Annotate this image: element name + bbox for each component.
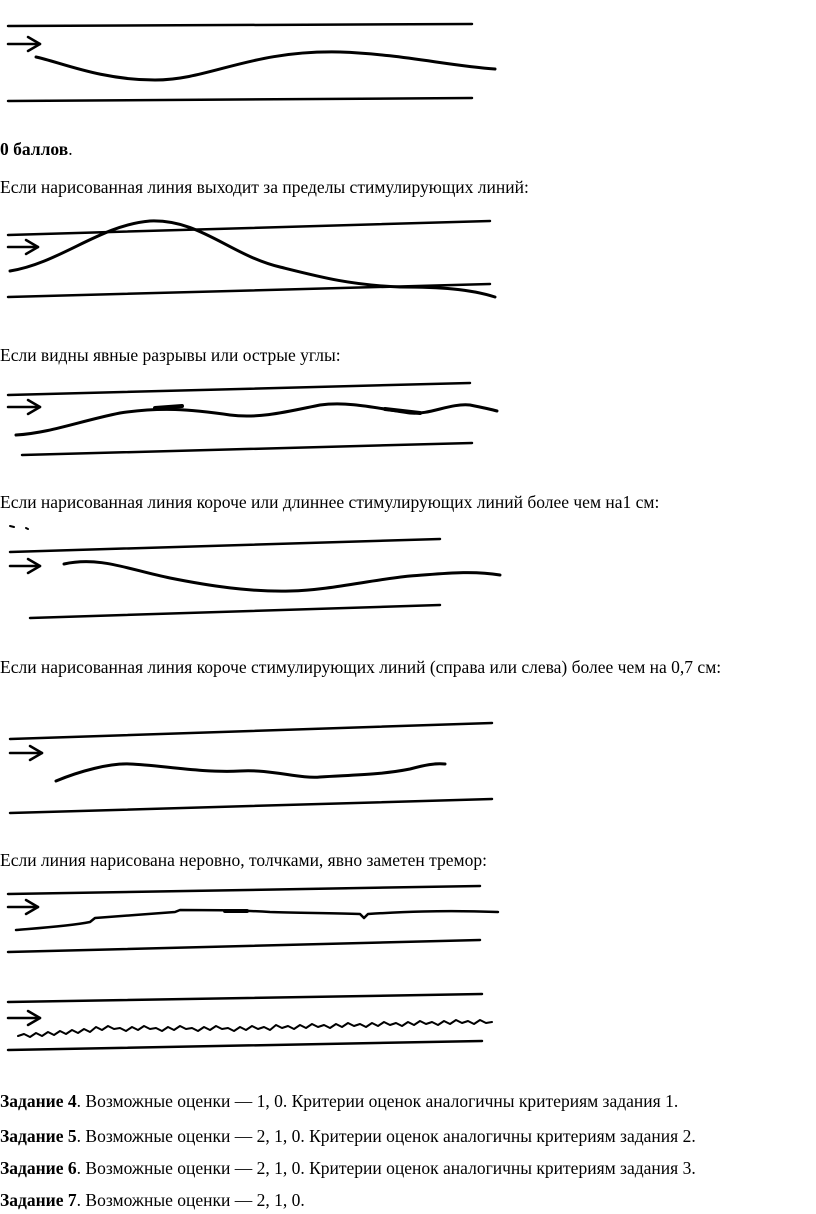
condition-too-short: Если нарисованная линия короче стимулирующих линий (справа или слева) более чем на 0,7 см: <box>0 657 722 677</box>
condition-tremor: Если линия нарисована неровно, толчками, явно заметен тремор: <box>0 850 487 870</box>
arrow-icon <box>10 746 42 760</box>
example-figure-gaps <box>0 375 816 465</box>
condition-length: Если нарисованная линия короче или длиннее стимулирующих линий более чем на1 см: <box>0 492 660 512</box>
example-figure-top <box>0 0 816 115</box>
arrow-icon <box>8 400 40 414</box>
arrow-icon <box>10 559 40 573</box>
example-figure-out-of-bounds <box>0 205 816 305</box>
example-figure-too-short <box>0 715 816 825</box>
example-figure-jerky <box>0 878 816 958</box>
task-7: Задание 7. Возможные оценки — 2, 1, 0. <box>0 1190 305 1210</box>
task-6: Задание 6. Возможные оценки — 2, 1, 0. Критерии оценок аналогичны критериям задания 3. <box>0 1158 696 1178</box>
example-figure-tremor <box>0 988 816 1058</box>
arrow-icon <box>8 900 38 914</box>
task-5: Задание 5. Возможные оценки — 2, 1, 0. Критерии оценок аналогичны критериям задания 2. <box>0 1126 696 1146</box>
arrow-icon <box>8 1011 40 1025</box>
score-heading: 0 баллов. <box>0 139 73 159</box>
arrow-icon <box>8 240 38 254</box>
example-figure-length <box>0 518 816 628</box>
condition-out-of-bounds: Если нарисованная линия выходит за пределы стимулирующих линий: <box>0 177 529 197</box>
task-4: Задание 4. Возможные оценки — 1, 0. Критерии оценок аналогичны критериям задания 1. <box>0 1091 679 1111</box>
condition-gaps-angles: Если видны явные разрывы или острые углы: <box>0 345 341 365</box>
arrow-icon <box>8 37 40 51</box>
